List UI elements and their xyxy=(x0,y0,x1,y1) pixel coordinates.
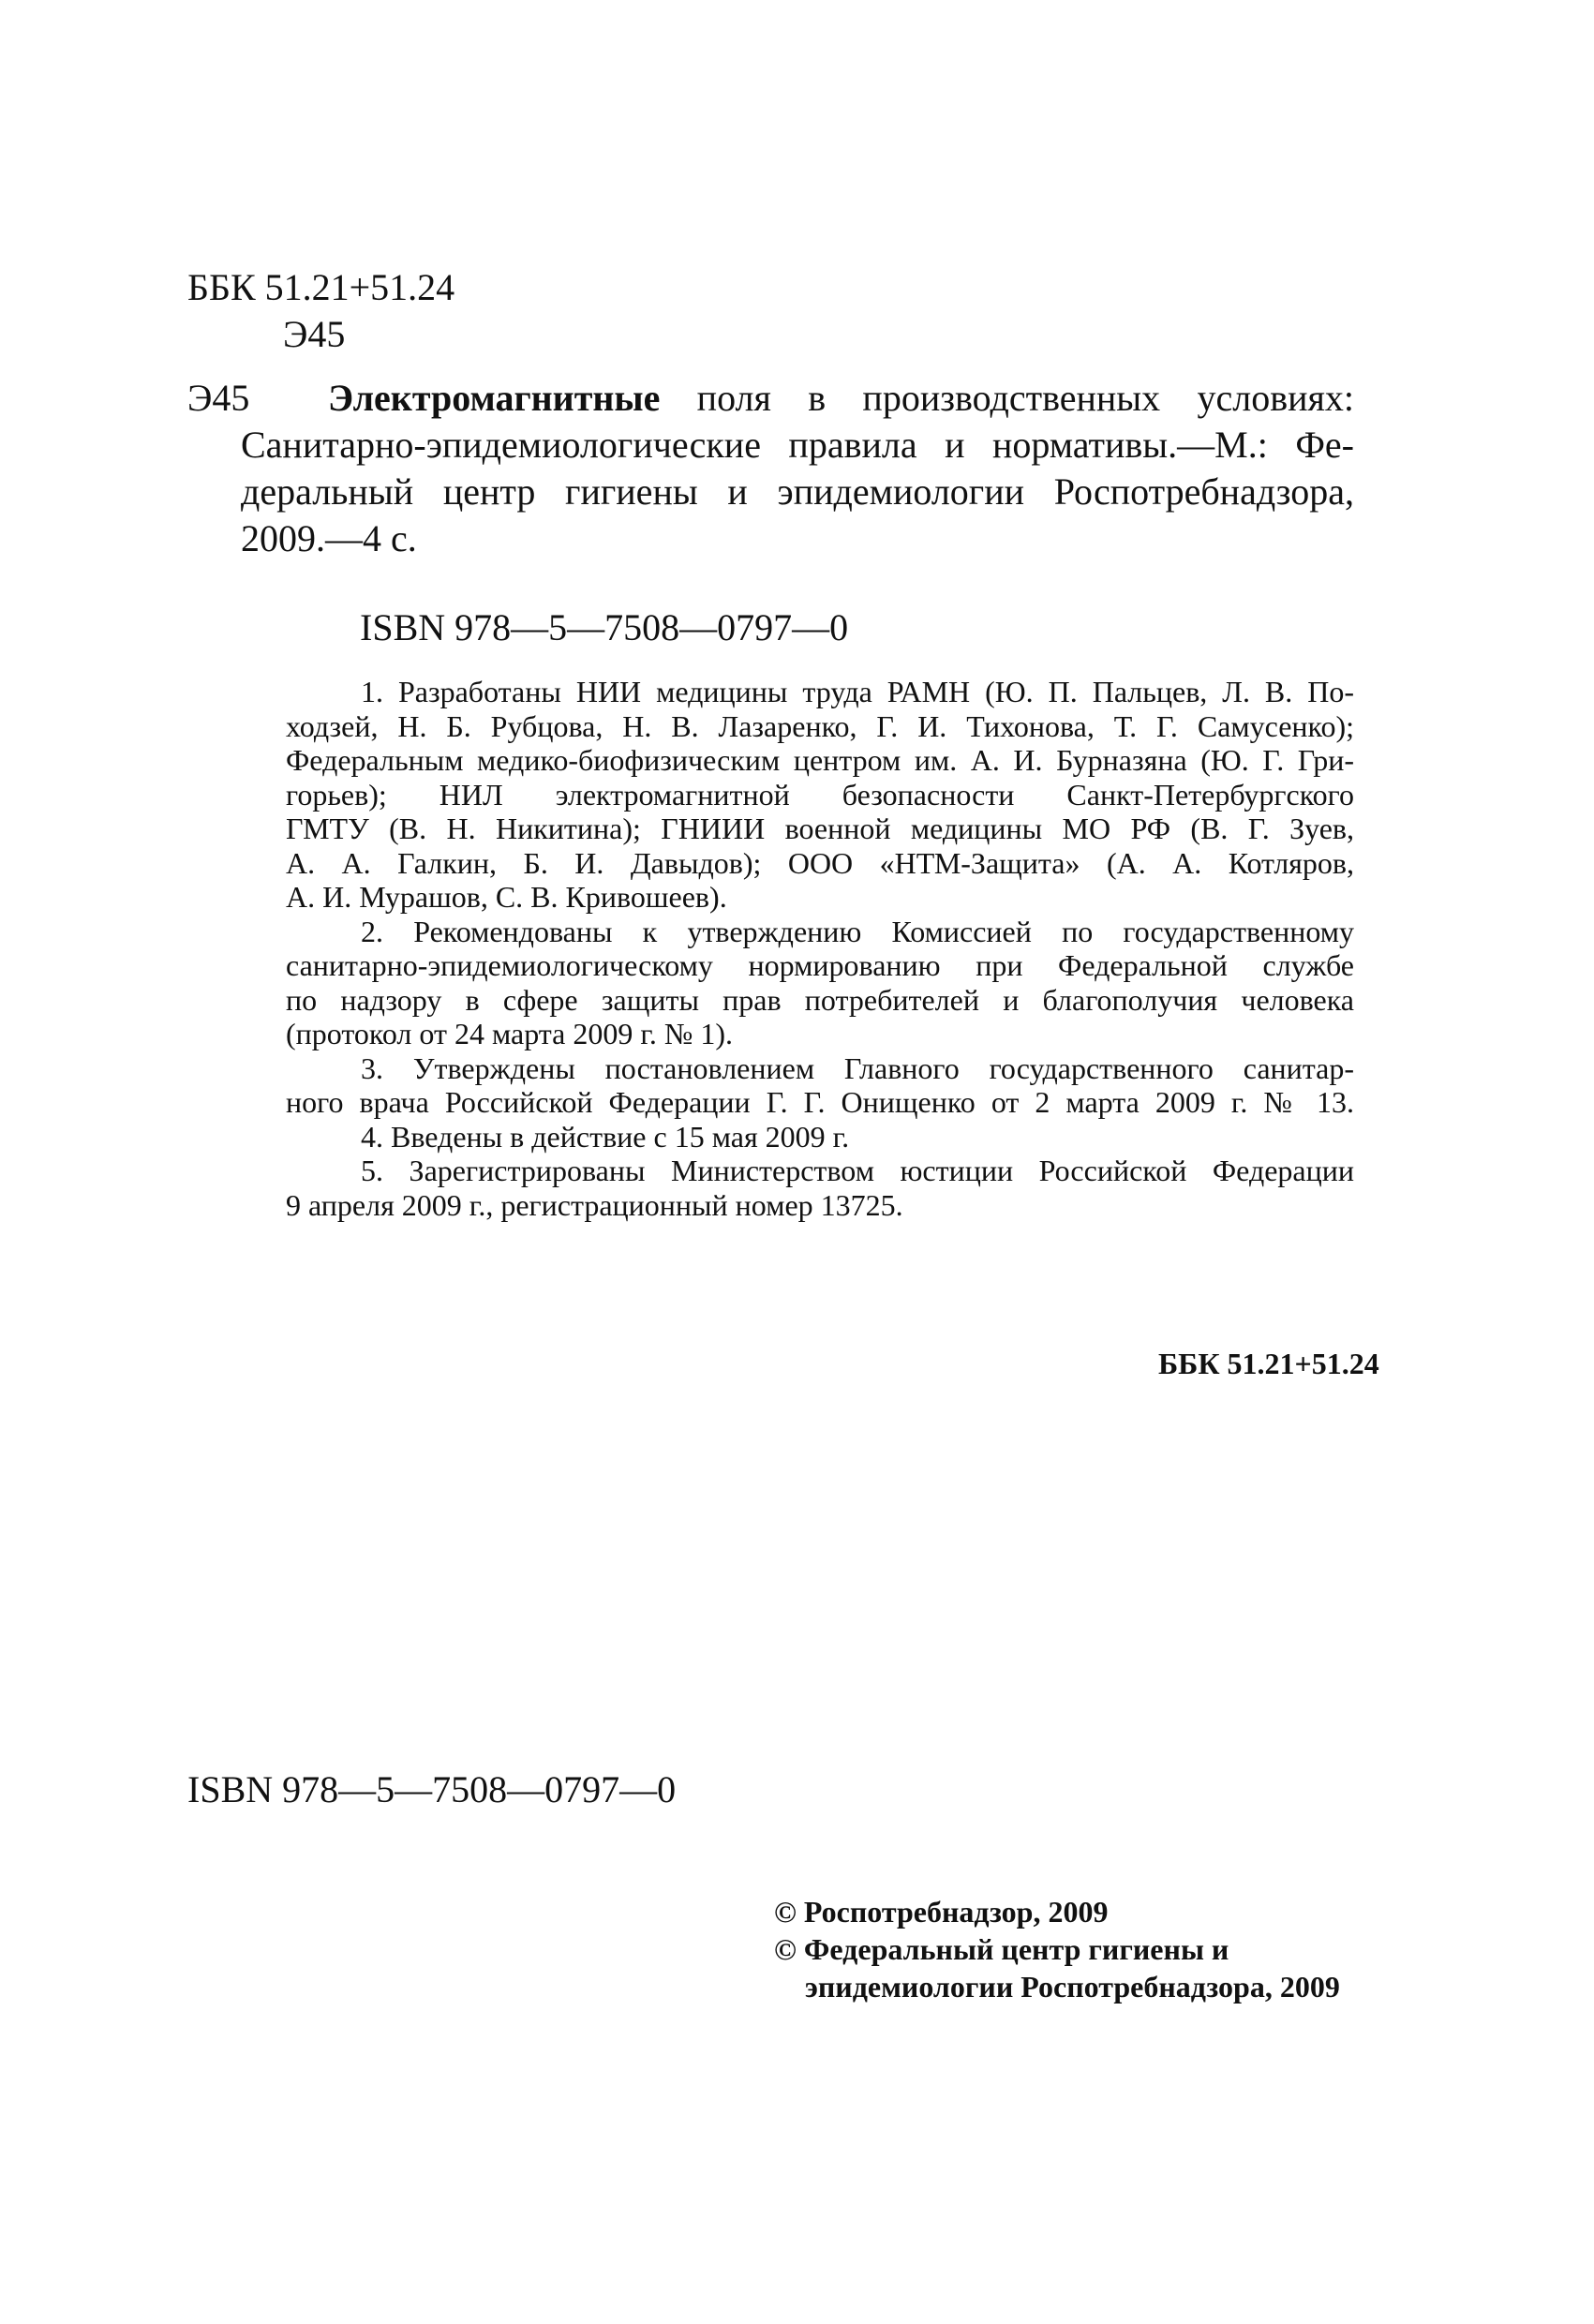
note-5 xyxy=(286,1154,1354,1222)
note-line: 4. Введены в действие с 15 мая 2009 г. xyxy=(361,1119,850,1154)
note-1 xyxy=(286,675,1354,915)
isbn-bottom: ISBN 978—5—7508—0797—0 xyxy=(187,1768,677,1810)
note-line: 2. Рекомендованы к утверждению Комиссией по государственному xyxy=(361,914,1354,948)
note-line: 3. Утверждены постановлением Главного государственного санитар- xyxy=(361,1050,1354,1085)
biblio-line-2: Санитарно-эпидемиологические правила и нормативы.—М.: Фе- xyxy=(241,424,1354,466)
biblio-line-1 xyxy=(187,375,1354,422)
note-line: ходзей, Н. Б. Рубцова, Н. В. Лазаренко, Г. И. Тихонова, Т. Г. Самусенко); xyxy=(286,708,1354,743)
bibliographic-description xyxy=(187,375,1354,562)
author-sign: Э45 xyxy=(187,377,250,419)
note-line: санитарно-эпидемиологическому нормированию при Федеральной службе xyxy=(286,948,1354,982)
publication-notes xyxy=(286,675,1354,1222)
note-line: Федеральным медико-биофизическим центром им. А. И. Бурназяна (Ю. Г. Гри- xyxy=(286,743,1354,777)
isbn-middle: ISBN 978—5—7508—0797—0 xyxy=(360,606,849,648)
note-line: по надзору в сфере защиты прав потребителей и благополучия человека xyxy=(286,982,1354,1017)
note-line: 1. Разработаны НИИ медицины труда РАМН (Ю. П. Пальцев, Л. В. По- xyxy=(361,675,1354,708)
copyright-line-3: эпидемиологии Роспотребнадзора, 2009 xyxy=(805,1970,1340,2004)
biblio-line-3: деральный центр гигиены и эпидемиологии Роспотребнадзора, xyxy=(241,470,1354,513)
author-sign-top: Э45 xyxy=(283,313,346,355)
copyright-line-2: © Федеральный центр гигиены и xyxy=(774,1932,1229,1966)
bbk-index-top: ББК 51.21+51.24 xyxy=(187,266,455,308)
note-3 xyxy=(286,1051,1354,1120)
note-line: А. А. Галкин, Б. И. Давыдов); ООО «НТМ-Защита» (А. А. Котляров, xyxy=(286,845,1354,880)
bbk-index-bottom: ББК 51.21+51.24 xyxy=(1158,1347,1379,1380)
biblio-title-bold: Электромагнитные xyxy=(328,377,661,419)
note-line: 5. Зарегистрированы Министерством юстиции Российской Федерации xyxy=(361,1154,1354,1187)
note-line: ного врача Российской Федерации Г. Г. Онищенко от 2 марта 2009 г. № 13. xyxy=(286,1085,1354,1119)
note-line: ГМТУ (В. Н. Никитина); ГНИИИ военной медицины МО РФ (В. Г. Зуев, xyxy=(286,812,1354,845)
copyright-line-1: © Роспотребнадзор, 2009 xyxy=(774,1895,1109,1929)
copyright-block xyxy=(774,1893,1340,2005)
note-2 xyxy=(286,915,1354,1051)
note-line: А. И. Мурашов, С. В. Кривошеев). xyxy=(286,880,727,914)
note-4 xyxy=(286,1120,1354,1155)
note-line: (протокол от 24 марта 2009 г. № 1). xyxy=(286,1017,734,1050)
note-line: горьев); НИЛ электромагнитной безопасности Санкт-Петербургского xyxy=(286,777,1354,812)
biblio-line-4: 2009.—4 с. xyxy=(241,517,417,559)
biblio-title-rest: поля в производственных условиях: xyxy=(660,377,1354,419)
note-line: 9 апреля 2009 г., регистрационный номер 13725. xyxy=(286,1187,903,1222)
